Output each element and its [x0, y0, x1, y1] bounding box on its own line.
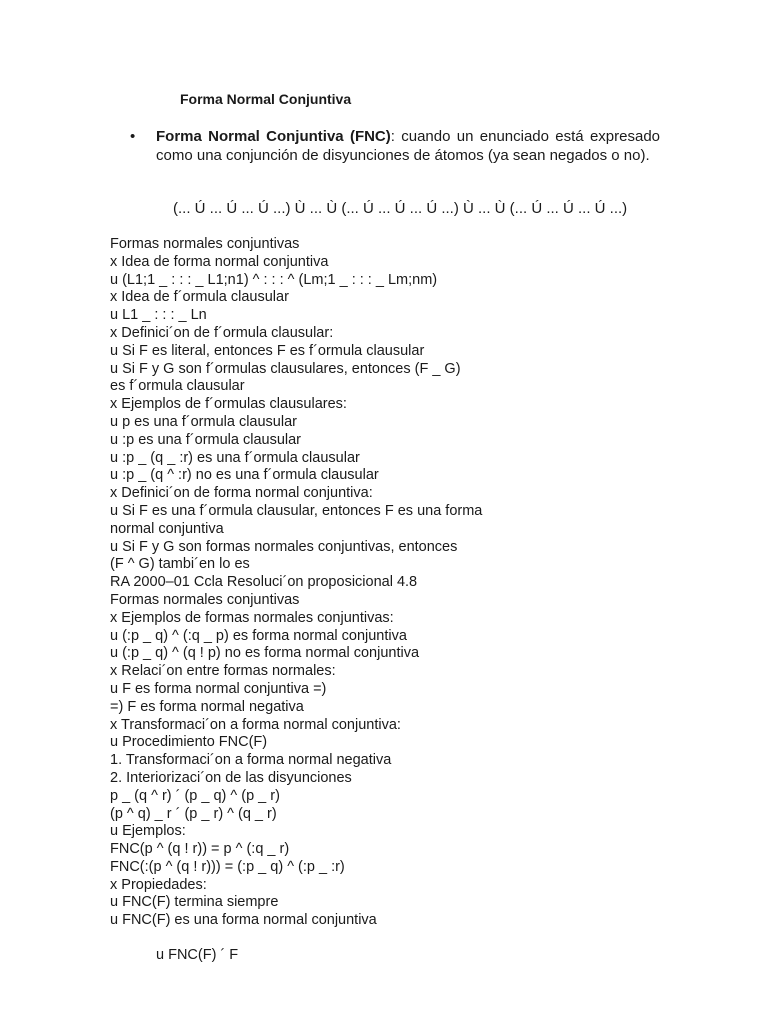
text-line: u :p es una f´ormula clausular: [110, 431, 302, 448]
text-line: x Ejemplos de f´ormulas clausulares:: [110, 396, 347, 413]
fnc-formula: (... Ú ... Ú ... Ú ...) Ù ... Ù (... Ú ... Ú ... Ú ...) Ù ... Ù (... Ú ... Ú ... Ú ...): [173, 200, 628, 217]
text-line: u F es forma normal conjuntiva =): [110, 680, 327, 697]
text-line: (p ^ q) _ r ´ (p _ r) ^ (q _ r): [110, 805, 277, 822]
bullet-dot-icon: •: [130, 128, 136, 145]
text-line: (F ^ G) tambi´en lo es: [110, 556, 250, 573]
text-line: u FNC(F) termina siempre: [110, 894, 279, 911]
text-line: =) F es forma normal negativa: [110, 698, 304, 715]
text-line: x Propiedades:: [110, 876, 207, 893]
text-line: u Ejemplos:: [110, 823, 186, 840]
text-line: u :p _ (q _ :r) es una f´ormula clausular: [110, 449, 360, 466]
text-line: RA 2000–01 Ccla Resoluci´on proposicional 4.8: [110, 574, 418, 591]
text-line: u (:p _ q) ^ (:q _ p) es forma normal conjuntiva: [110, 627, 407, 644]
text-line: 2. Interiorizaci´on de las disyunciones: [110, 769, 352, 786]
text-line: u Si F y G son f´ormulas clausulares, entonces (F _ G): [110, 360, 461, 377]
text-line: u FNC(F) es una forma normal conjuntiva: [110, 912, 377, 929]
text-line: 1. Transformaci´on a forma normal negativa: [110, 752, 392, 769]
document-title: Forma Normal Conjuntiva: [180, 91, 352, 107]
text-line: u Procedimiento FNC(F): [110, 734, 268, 751]
text-line: u L1 _ : : : _ Ln: [110, 307, 207, 324]
text-line: u Si F es literal, entonces F es f´ormula clausular: [110, 342, 425, 359]
body-text: [110, 236, 730, 930]
text-line: x Transformaci´on a forma normal conjuntiva:: [110, 716, 401, 733]
bullet-term: Forma Normal Conjuntiva (FNC): [156, 128, 391, 145]
text-line: FNC(p ^ (q ! r)) = p ^ (:q _ r): [110, 841, 290, 858]
text-line: normal conjuntiva: [110, 520, 224, 537]
text-line: x Definici´on de forma normal conjuntiva:: [110, 485, 373, 502]
text-line: u :p _ (q ^ :r) no es una f´ormula clausular: [110, 467, 379, 484]
text-line: x Idea de forma normal conjuntiva: [110, 253, 329, 270]
last-line: u FNC(F) ´ F: [156, 947, 239, 963]
bullet-definition: : cuando un enunciado está expresado como una conjunción de disyunciones de átomos (ya sean negados o no).: [156, 128, 660, 164]
text-line: x Definici´on de f´ormula clausular:: [110, 324, 334, 341]
bullet-text: [156, 127, 660, 165]
text-line: u Si F y G son formas normales conjuntivas, entonces: [110, 538, 458, 555]
text-line: FNC(:(p ^ (q ! r))) = (:p _ q) ^ (:p _ :r): [110, 858, 345, 875]
bullet-item: [130, 127, 660, 165]
text-line: u (:p _ q) ^ (q ! p) no es forma normal conjuntiva: [110, 645, 420, 662]
text-line: es f´ormula clausular: [110, 378, 245, 395]
text-line: p _ (q ^ r) ´ (p _ q) ^ (p _ r): [110, 787, 280, 804]
text-line: x Ejemplos de formas normales conjuntivas:: [110, 609, 394, 626]
text-line: x Relaci´on entre formas normales:: [110, 663, 336, 680]
text-line: Formas normales conjuntivas: [110, 591, 300, 608]
text-line: Formas normales conjuntivas: [110, 236, 300, 252]
text-line: x Idea de f´ormula clausular: [110, 289, 289, 306]
text-line: u Si F es una f´ormula clausular, entonces F es una forma: [110, 502, 483, 519]
text-line: u (L1;1 _ : : : _ L1;n1) ^ : : : ^ (Lm;1 _ : : : _ Lm;nm): [110, 271, 438, 288]
text-line: u p es una f´ormula clausular: [110, 413, 297, 430]
